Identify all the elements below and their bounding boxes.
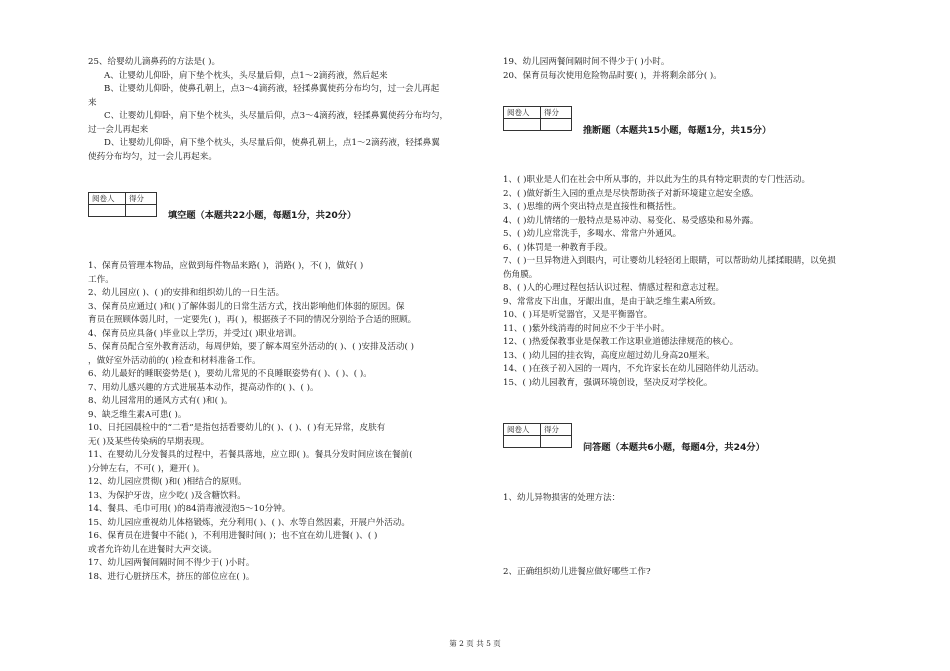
q25-option-d-cont: 使药分布均匀，过一会儿再起来。 [88, 151, 217, 162]
fill-line: 14、餐具、毛巾可用( )的84消毒液浸泡5～10分钟。 [88, 504, 291, 514]
reviewer-label: 阅卷人 [504, 107, 541, 119]
score-label: 得分 [541, 424, 572, 436]
fill-line: )分钟左右，不可( )，避开( )。 [88, 463, 205, 474]
fill-line: 3、保育员应通过( )和( )了解体弱儿的日常生活方式，找出影响他们体弱的原因。保 [88, 301, 405, 312]
judge-line: 7、( )一旦异物进入到眼内，可让婴幼儿轻轻闭上眼睛，可以帮助幼儿揉揉眼睛，以免损 [503, 256, 836, 266]
fill-line: 17、幼儿园两餐间隔时间不得少于( )小时。 [88, 558, 255, 568]
reviewer-cell[interactable] [504, 436, 541, 448]
fill-questions [88, 260, 488, 584]
fill-line: 或者允许幼儿在进餐时大声交谈。 [88, 544, 217, 555]
judge-line: 15、( )幼儿园教育，强调环境创设，坚决反对学校化。 [503, 377, 713, 388]
fill-questions-cont [503, 56, 903, 83]
fill-line: 5、保育员配合室外教育活动，每周伊始，要了解本周室外活动的( )、( )安排及活动( ) [88, 342, 414, 352]
judge-line: 2、( )做好新生入园的重点是尽快帮助孩子对新环境建立起安全感。 [503, 188, 759, 199]
q25-option-b: B、让婴幼儿仰卧，使鼻孔朝上，点3～4滴药液，轻揉鼻翼使药分布均匀，过一会儿再起 [104, 84, 440, 94]
fill-line: 2、幼儿园应( )、( )的安排和组织幼儿的一日生活。 [88, 288, 285, 298]
judge-line: 伤角膜。 [503, 269, 538, 280]
fill-line: 1、保育员管理本物品，应做到每件物品来路( )，消路( )，不( )，做好( ) [88, 261, 364, 271]
score-label: 得分 [541, 107, 572, 119]
judge-questions [503, 174, 903, 390]
qa-question-2: 2、正确组织幼儿进餐应做好哪些工作? [503, 567, 651, 577]
score-cell[interactable] [541, 436, 572, 448]
qa-question-1: 1、幼儿异物损害的处理方法： [503, 493, 621, 503]
judge-line: 6、( )体罚是一种教育手段。 [503, 242, 613, 253]
q25-option-a: A、让婴幼儿仰卧，肩下垫个枕头，头尽量后仰，点1～2滴药液，然后起来 [104, 70, 388, 81]
fill-line: 育员在照顾体弱儿时，一定要先( )，再( )，根据孩子不同的情况分别给予合适的照顾。 [88, 315, 417, 325]
question-25 [88, 56, 488, 164]
judge-line: 13、( )幼儿园的挂衣钩，高度应超过幼儿身高20厘米。 [503, 350, 715, 361]
judge-line: 9、常常皮下出血，牙龈出血，是由于缺乏维生素A所致。 [503, 296, 721, 307]
fill-line: ，做好室外活动前的( )检查和材料准备工作。 [88, 355, 261, 366]
fill-line: 无( )及某些传染病的早期表现。 [88, 436, 210, 447]
judge-line: 3、( )思维的两个突出特点是直接性和概括性。 [503, 202, 682, 212]
score-box-judge [503, 106, 572, 131]
fill-line: 7、用幼儿感兴趣的方式进展基本动作，提高动作的( )、( )。 [88, 382, 319, 393]
score-box-qa [503, 423, 572, 448]
q25-option-b-cont: 来 [88, 97, 97, 108]
judge-line: 10、( )耳是听觉器官，又是平衡器官。 [503, 310, 653, 320]
reviewer-label: 阅卷人 [89, 193, 126, 205]
reviewer-label: 阅卷人 [504, 424, 541, 436]
score-label: 得分 [126, 193, 157, 205]
q25-option-d: D、让婴幼儿仰卧，肩下垫个枕头，头尽量后仰，使鼻孔朝上，点1～2滴药液，轻揉鼻翼 [104, 138, 440, 148]
fill-line: 15、幼儿园应重视幼儿体格锻炼，充分利用( )、( )、水等自然因素，开展户外活动。 [88, 517, 410, 528]
section-title-judge: 推断题（本题共15小题，每题1分，共15分） [583, 125, 772, 136]
fill-line: 8、幼儿园常用的通风方式有( )和( )。 [88, 396, 233, 406]
judge-line: 8、( )人的心理过程包括认识过程、情感过程和意志过程。 [503, 283, 725, 293]
fill-line: 9、缺乏维生素A可患( )。 [88, 409, 187, 420]
judge-line: 5、( )幼儿应常洗手，多喝水、常常户外通风。 [503, 229, 682, 239]
fill-line: 工作。 [88, 274, 114, 285]
judge-line: 4、( )幼儿情绪的一般特点是易冲动、易变化、易受感染和易外露。 [503, 215, 759, 226]
page-footer: 第 2 页 共 5 页 [449, 639, 501, 648]
fill-line: 10、日托园晨检中的“二看”是指包括看婴幼儿的( )、( )、( )有无异常，皮肤有 [88, 423, 386, 433]
reviewer-cell[interactable] [89, 205, 126, 217]
fill-line: 12、幼儿园应贯彻( )和( )相结合的原则。 [88, 477, 247, 487]
q25-option-c: C、让婴幼儿仰卧，肩下垫个枕头，头尽量后仰，点3～4滴药液，轻揉鼻翼使药分布均匀， [104, 111, 449, 121]
score-cell[interactable] [126, 205, 157, 217]
judge-line: 14、( )在孩子初入园的一周内，不允许家长在幼儿园陪伴幼儿活动。 [503, 364, 764, 374]
section-title-qa: 问答题（本题共6小题，每题4分，共24分） [583, 442, 765, 453]
judge-line: 1、( )职业是人们在社会中所从事的，并以此为生的具有特定职责的专门性活动。 [503, 175, 811, 185]
score-box-fill [88, 192, 157, 217]
section-title-fill: 填空题（本题共22小题，每题1分，共20分） [168, 210, 357, 221]
q25-stem: 25、给婴幼儿滴鼻药的方法是( )。 [88, 57, 221, 67]
score-cell[interactable] [541, 119, 572, 131]
fill-line: 18、进行心脏挤压术，挤压的部位应在( )。 [88, 571, 255, 582]
judge-line: 11、( )紫外线消毒的时间应不少于半小时。 [503, 323, 670, 334]
fill-line: 20、保育员每次使用危险物品时要( )，并将剩余部分( )。 [503, 70, 722, 81]
q25-option-c-cont: 过一会儿再起来 [88, 124, 149, 135]
reviewer-cell[interactable] [504, 119, 541, 131]
fill-line: 16、保育员在进餐中不能( )，不利用进餐时间( )；也不宜在幼儿进餐( )、( ) [88, 531, 378, 541]
fill-line: 13、为保护牙齿，应少吃( )及含糖饮料。 [88, 490, 246, 501]
fill-line: 11、在婴幼儿分发餐具的过程中，若餐具落地，应立即( )。餐具分发时间应该在餐前( [88, 450, 413, 460]
fill-line: 6、幼儿最好的睡眠姿势是( )，要幼儿常见的不良睡眠姿势有( )、( )、( )。 [88, 369, 372, 379]
fill-line: 4、保育员应具备( )毕业以上学历，并受过( )职业培训。 [88, 328, 302, 339]
judge-line: 12、( )热爱保教事业是保教工作这职业道德法律规范的核心。 [503, 337, 739, 347]
fill-line: 19、幼儿园两餐间隔时间不得少于( )小时。 [503, 57, 670, 67]
